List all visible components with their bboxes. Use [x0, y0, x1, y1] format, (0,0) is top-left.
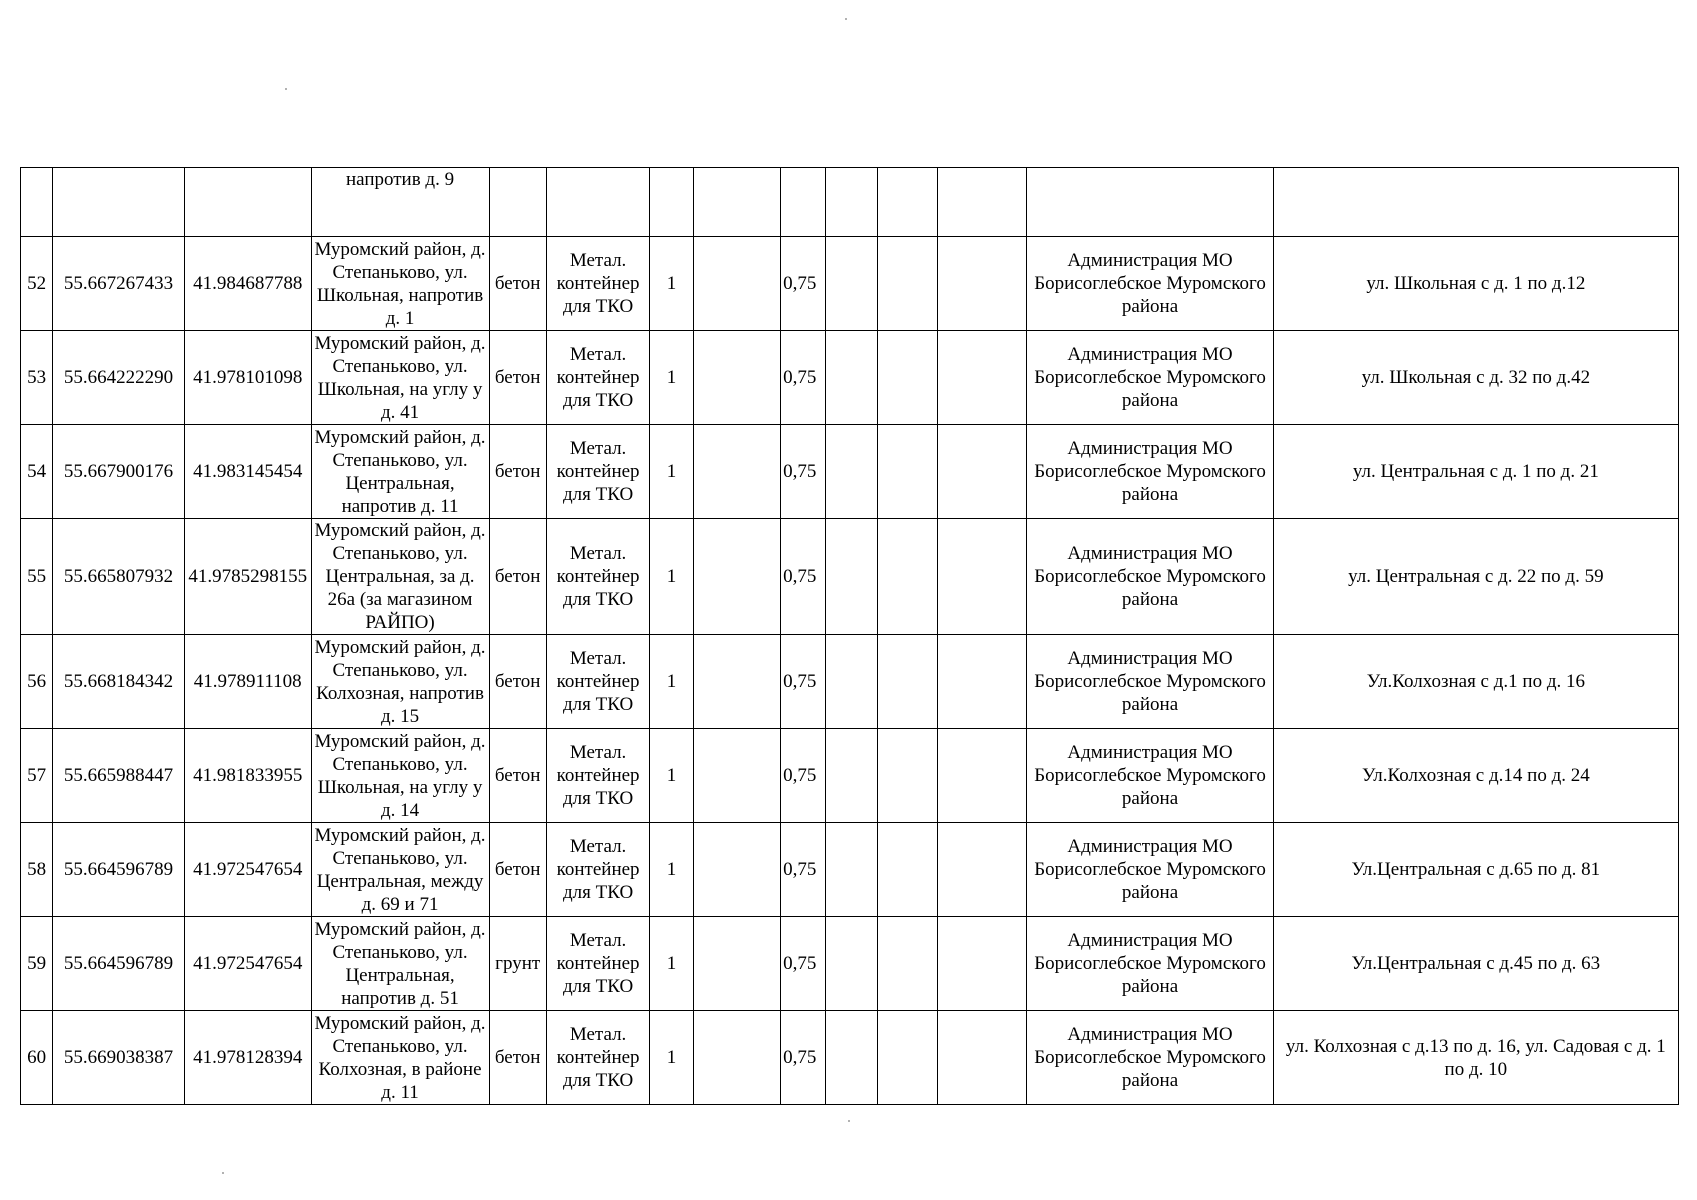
cell-lat: 55.667267433: [53, 237, 185, 331]
cell-empty: [826, 519, 877, 635]
cell-served: ул. Колхозная с д.13 по д. 16, ул. Садовая с д. 1 по д. 10: [1273, 1011, 1678, 1105]
cell-lat: 55.665807932: [53, 519, 185, 635]
cell-container: Метал. контейнер для ТКО: [546, 1011, 650, 1105]
cell-empty: [937, 1011, 1026, 1105]
cell-lon: 41.981833955: [184, 729, 311, 823]
cell-empty: [877, 635, 937, 729]
cell-volume: 0,75: [781, 237, 826, 331]
cell-count: 1: [650, 729, 693, 823]
cell-served: Ул.Колхозная с д.14 по д. 24: [1273, 729, 1678, 823]
cell-lon: [184, 168, 311, 237]
cell-surface: бетон: [489, 635, 546, 729]
cell-empty: [826, 331, 877, 425]
cell-num: 58: [21, 823, 53, 917]
waste-sites-table: [20, 167, 1679, 1105]
cell-lat: 55.665988447: [53, 729, 185, 823]
cell-num: 56: [21, 635, 53, 729]
cell-empty: [877, 331, 937, 425]
cell-location: Муромский район, д. Степаньково, ул. Центральная, напротив д. 51: [311, 917, 489, 1011]
cell-count: [650, 168, 693, 237]
cell-location: Муромский район, д. Степаньково, ул. Колхозная, в районе д. 11: [311, 1011, 489, 1105]
cell-surface: [489, 168, 546, 237]
cell-surface: бетон: [489, 1011, 546, 1105]
cell-container: Метал. контейнер для ТКО: [546, 823, 650, 917]
cell-served: ул. Школьная с д. 32 по д.42: [1273, 331, 1678, 425]
cell-owner: [1027, 168, 1273, 237]
cell-lon: 41.972547654: [184, 823, 311, 917]
cell-count: 1: [650, 331, 693, 425]
cell-container: Метал. контейнер для ТКО: [546, 917, 650, 1011]
cell-count: 1: [650, 519, 693, 635]
cell-empty: [877, 1011, 937, 1105]
cell-empty: [693, 331, 780, 425]
cell-served: [1273, 168, 1678, 237]
cell-count: 1: [650, 635, 693, 729]
cell-container: Метал. контейнер для ТКО: [546, 237, 650, 331]
cell-empty: [937, 331, 1026, 425]
cell-owner: Администрация МО Борисоглебское Муромского района: [1027, 1011, 1273, 1105]
cell-num: 57: [21, 729, 53, 823]
cell-served: Ул.Центральная с д.65 по д. 81: [1273, 823, 1678, 917]
cell-num: 59: [21, 917, 53, 1011]
cell-empty: [937, 425, 1026, 519]
table-body: [21, 168, 1679, 1105]
cell-num: 52: [21, 237, 53, 331]
cell-empty: [937, 237, 1026, 331]
table-row: [21, 1011, 1679, 1105]
cell-volume: 0,75: [781, 635, 826, 729]
cell-empty: [693, 425, 780, 519]
cell-num: 60: [21, 1011, 53, 1105]
cell-empty: [877, 823, 937, 917]
cell-location: Муромский район, д. Степаньково, ул. Школьная, на углу у д. 41: [311, 331, 489, 425]
scan-speck: [222, 1172, 224, 1174]
cell-volume: 0,75: [781, 1011, 826, 1105]
cell-empty: [937, 519, 1026, 635]
cell-owner: Администрация МО Борисоглебское Муромского района: [1027, 729, 1273, 823]
cell-lat: 55.664222290: [53, 331, 185, 425]
cell-empty: [826, 635, 877, 729]
scan-speck: [845, 18, 847, 20]
table-row: [21, 635, 1679, 729]
cell-volume: [781, 168, 826, 237]
table-row: [21, 237, 1679, 331]
cell-owner: Администрация МО Борисоглебское Муромского района: [1027, 331, 1273, 425]
cell-location: Муромский район, д. Степаньково, ул. Школьная, напротив д. 1: [311, 237, 489, 331]
table-row: [21, 917, 1679, 1011]
table-row: [21, 425, 1679, 519]
cell-empty: [693, 519, 780, 635]
cell-container: Метал. контейнер для ТКО: [546, 519, 650, 635]
table-row-continuation: [21, 168, 1679, 237]
cell-lon: 41.983145454: [184, 425, 311, 519]
cell-empty: [877, 519, 937, 635]
cell-surface: бетон: [489, 331, 546, 425]
cell-owner: Администрация МО Борисоглебское Муромского района: [1027, 917, 1273, 1011]
cell-empty: [877, 425, 937, 519]
cell-location: Муромский район, д. Степаньково, ул. Центральная, за д. 26а (за магазином РАЙПО): [311, 519, 489, 635]
cell-owner: Администрация МО Борисоглебское Муромского района: [1027, 635, 1273, 729]
cell-lon: 41.984687788: [184, 237, 311, 331]
cell-empty: [826, 729, 877, 823]
cell-served: Ул.Колхозная с д.1 по д. 16: [1273, 635, 1678, 729]
cell-empty: [937, 729, 1026, 823]
cell-empty: [937, 635, 1026, 729]
cell-empty: [826, 168, 877, 237]
cell-volume: 0,75: [781, 519, 826, 635]
cell-empty: [937, 823, 1026, 917]
cell-count: 1: [650, 1011, 693, 1105]
cell-lat: 55.667900176: [53, 425, 185, 519]
cell-served: ул. Школьная с д. 1 по д.12: [1273, 237, 1678, 331]
cell-volume: 0,75: [781, 729, 826, 823]
cell-empty: [877, 729, 937, 823]
cell-lat: 55.664596789: [53, 823, 185, 917]
cell-empty: [937, 917, 1026, 1011]
cell-empty: [826, 1011, 877, 1105]
cell-empty: [826, 425, 877, 519]
cell-empty: [693, 729, 780, 823]
cell-location: напротив д. 9: [311, 168, 489, 237]
cell-empty: [693, 237, 780, 331]
cell-empty: [693, 917, 780, 1011]
cell-owner: Администрация МО Борисоглебское Муромского района: [1027, 425, 1273, 519]
cell-owner: Администрация МО Борисоглебское Муромского района: [1027, 823, 1273, 917]
cell-volume: 0,75: [781, 425, 826, 519]
cell-volume: 0,75: [781, 823, 826, 917]
cell-empty: [937, 168, 1026, 237]
cell-empty: [826, 917, 877, 1011]
cell-empty: [693, 635, 780, 729]
cell-surface: бетон: [489, 425, 546, 519]
cell-count: 1: [650, 425, 693, 519]
cell-num: 55: [21, 519, 53, 635]
table-row: [21, 331, 1679, 425]
cell-lon: 41.978101098: [184, 331, 311, 425]
cell-container: Метал. контейнер для ТКО: [546, 635, 650, 729]
scan-speck: [285, 88, 287, 90]
cell-container: Метал. контейнер для ТКО: [546, 425, 650, 519]
cell-lat: 55.669038387: [53, 1011, 185, 1105]
cell-location: Муромский район, д. Степаньково, ул. Школьная, на углу у д. 14: [311, 729, 489, 823]
cell-empty: [877, 168, 937, 237]
cell-surface: бетон: [489, 729, 546, 823]
cell-count: 1: [650, 917, 693, 1011]
cell-lat: [53, 168, 185, 237]
cell-served: Ул.Центральная с д.45 по д. 63: [1273, 917, 1678, 1011]
cell-empty: [826, 237, 877, 331]
cell-container: Метал. контейнер для ТКО: [546, 729, 650, 823]
cell-lat: 55.664596789: [53, 917, 185, 1011]
cell-count: 1: [650, 823, 693, 917]
cell-lon: 41.978128394: [184, 1011, 311, 1105]
table-row: [21, 823, 1679, 917]
cell-empty: [693, 1011, 780, 1105]
cell-lon: 41.972547654: [184, 917, 311, 1011]
cell-container: [546, 168, 650, 237]
cell-num: [21, 168, 53, 237]
cell-volume: 0,75: [781, 917, 826, 1011]
cell-surface: бетон: [489, 237, 546, 331]
cell-container: Метал. контейнер для ТКО: [546, 331, 650, 425]
cell-surface: бетон: [489, 823, 546, 917]
cell-served: ул. Центральная с д. 1 по д. 21: [1273, 425, 1678, 519]
cell-empty: [877, 237, 937, 331]
cell-num: 53: [21, 331, 53, 425]
cell-empty: [693, 823, 780, 917]
cell-lat: 55.668184342: [53, 635, 185, 729]
cell-served: ул. Центральная с д. 22 по д. 59: [1273, 519, 1678, 635]
cell-owner: Администрация МО Борисоглебское Муромского района: [1027, 519, 1273, 635]
cell-volume: 0,75: [781, 331, 826, 425]
cell-surface: бетон: [489, 519, 546, 635]
cell-empty: [826, 823, 877, 917]
cell-location: Муромский район, д. Степаньково, ул. Центральная, между д. 69 и 71: [311, 823, 489, 917]
cell-surface: грунт: [489, 917, 546, 1011]
cell-location: Муромский район, д. Степаньково, ул. Центральная, напротив д. 11: [311, 425, 489, 519]
cell-location: Муромский район, д. Степаньково, ул. Колхозная, напротив д. 15: [311, 635, 489, 729]
cell-empty: [693, 168, 780, 237]
cell-empty: [877, 917, 937, 1011]
table-row: [21, 519, 1679, 635]
scan-speck: [848, 1120, 850, 1122]
cell-owner: Администрация МО Борисоглебское Муромского района: [1027, 237, 1273, 331]
cell-lon: 41.9785298155: [184, 519, 311, 635]
table-row: [21, 729, 1679, 823]
cell-num: 54: [21, 425, 53, 519]
cell-count: 1: [650, 237, 693, 331]
cell-lon: 41.978911108: [184, 635, 311, 729]
